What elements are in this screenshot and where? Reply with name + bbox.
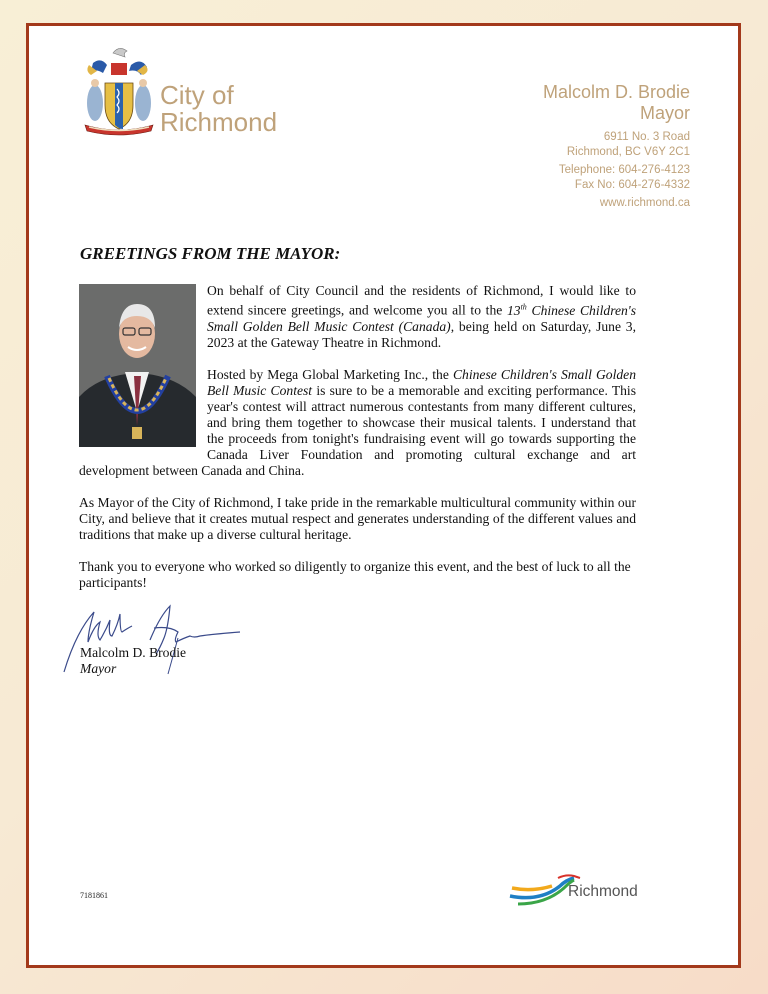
address-line1: 6911 No. 3 Road [603,131,690,143]
website-link[interactable]: www.richmond.ca [599,197,690,209]
fax: Fax No: 604-276-4332 [574,178,690,191]
ordinal-suffix: th [520,302,527,311]
letter-heading: GREETINGS FROM THE MAYOR: [80,244,341,263]
signer-name: Malcolm D. Brodie [80,645,187,660]
paragraph-thanks: Thank you to everyone who worked so diligently to organize this event, and the best of luck to all the participants! [79,558,631,590]
ordinal-number: 13 [506,302,521,318]
contest-name: Chinese Children's Small Golden Bell Music Contest (Canada) [207,302,637,334]
telephone: Telephone: 604-276-4123 [558,164,690,176]
city-name [160,82,277,136]
city-crest-logo [79,45,159,140]
footer-logo-text: Richmond [568,883,638,900]
mayor-name: Malcolm D. Brodie [542,82,690,102]
letter-body [79,283,636,607]
p1-text: On behalf of City Council and the residents of Richmond, I would like to extend sincere greetings, and welcome you all to the [207,283,636,318]
city-name-line1: City of [160,80,234,110]
address-line2: Richmond, BC V6Y 2C1 [566,145,690,158]
p2-text-end: is sure to be a memorable and exciting performance. This year's contest will attract numerous contestants from many different cultures, and bring them together to showcase their musical talents. I understand that the proceeds from tonight's fundraising event will go towards supporting the Canada Liver Foundation and promoting cultural exchange and art development between Canada and China. [79,382,636,478]
mayor-letterhead [543,82,690,211]
p2-text: Hosted by Mega Global Marketing Inc., the [207,366,453,382]
portrait-spacer [79,283,196,448]
contest-name-italic: Chinese Children's Small Golden Bell Music Contest [207,366,636,398]
mayor-title: Mayor [639,103,690,123]
paragraph-community: As Mayor of the City of Richmond, I take pride in the remarkable multicultural community within our City, and believe that it creates mutual respect and generates understanding of the different values and traditions that make up a diverse cultural heritage. [79,494,636,542]
signer-title: Mayor [80,661,117,676]
p1-text-end: , being held on Saturday, June 3, 2023 at the Gateway Theatre in Richmond. [207,318,637,350]
city-name-line2: Richmond [160,107,278,137]
document-number: 7181861 [80,891,108,900]
